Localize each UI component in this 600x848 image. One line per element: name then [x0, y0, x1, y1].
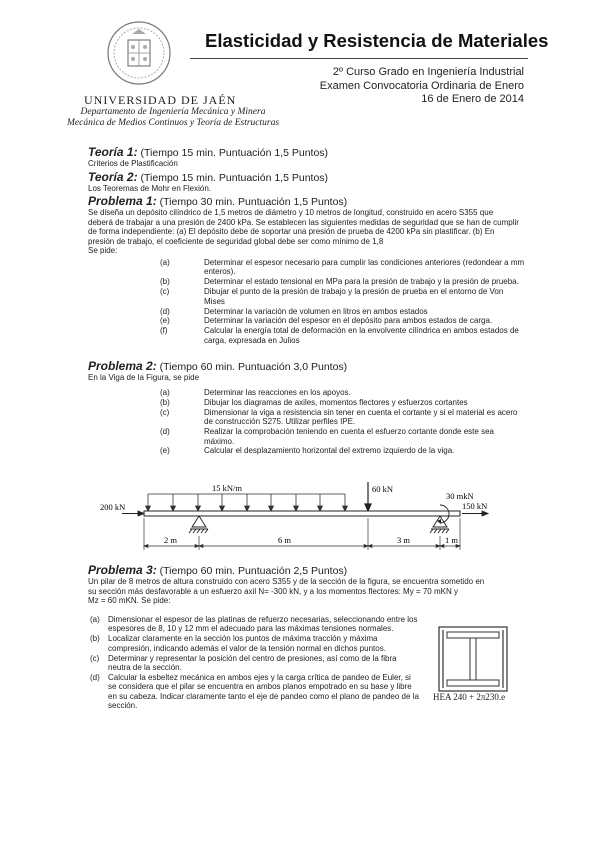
department	[58, 107, 288, 129]
dimension-label: 1 m	[445, 535, 458, 545]
section-title: Teoría 2:	[88, 170, 138, 184]
axial-right-label: 150 kN	[462, 501, 488, 511]
dimension-label: 2 m	[164, 535, 177, 545]
problem-statement: Se diseña un depósito cilíndrico de 1,5 metros de diámetro y 10 metros de longitud, construido en acero S355 que deberá de trabajar a una presión de 2400 kPa. Se establecen las siguientes medidas de seguridad que se han de cumplir de forma independiente: (a) El depósito debe de soportar una presión de prueba de 4200 kPa sin plastificar. (b) En presión de trabajo, el coeficiente de seguridad global debe ser como mínimo de 1,8	[88, 208, 519, 246]
page-title: Elasticidad y Resistencia de Materiales	[205, 30, 549, 51]
dimension-lines	[144, 518, 460, 550]
section-outline	[439, 627, 507, 691]
beam	[144, 511, 460, 516]
dimension-label: 6 m	[278, 535, 291, 545]
list-item: (f) Calcular la energía total de deformación en la envolvente cilíndrica en ambos estados de carga, expresada en Julios	[160, 326, 519, 345]
list-item: (c) Dimensionar la viga a resistencia sin tener en cuenta el cortante y si el material es acero de construcción S275. Utilizar perfiles IPE.	[160, 407, 518, 427]
list-item: (a) Dimensionar el espesor de las platinas de refuerzo necesarias, seleccionando entre los espesores de 8, 10 y 12 mm el adecuado para las máximas tensiones normales.	[90, 615, 418, 634]
list-item: (d) Realizar la comprobación teniendo en cuenta el esfuerzo cortante donde este sea máximo.	[160, 427, 494, 446]
course-info	[320, 66, 524, 107]
list-item: (b) Dibujar los diagramas de axiles, momentos flectores y esfuerzos cortantes	[160, 397, 468, 407]
section-problema1	[88, 195, 520, 256]
distributed-load-icon	[146, 494, 348, 511]
section-text: Criterios de Plastificación	[88, 159, 178, 168]
axial-left-label: 200 kN	[100, 502, 126, 512]
list-item: (a) Determinar el espesor necesario para cumplir las condiciones anteriores (redondear a mm enteros).	[160, 258, 525, 277]
course-line: 2º Curso Grado en Ingeniería Industrial	[332, 66, 524, 78]
section-caption: HEA 240 + 2π230.e	[433, 692, 506, 702]
problem-ask: Se pide:	[88, 246, 118, 256]
list-item: (e) Calcular el desplazamiento horizontal del extremo izquierdo de la viga.	[160, 446, 455, 456]
section-meta: (Tiempo 30 min. Puntuación 1,5 Puntos)	[159, 196, 348, 208]
course-line: 16 de Enero de 2014	[421, 93, 524, 105]
section-title: Problema 3:	[88, 563, 157, 577]
section-text: Los Teoremas de Mohr en Flexión.	[88, 184, 212, 193]
list-item: (c) Dibujar el punto de la presión de trabajo y la presión de prueba en el entorno de Von Mises	[160, 287, 504, 306]
list-item: (d) Determinar la variación de volumen en litros en ambos estados	[160, 306, 428, 316]
section-teoria1	[88, 146, 520, 169]
university-name: UNIVERSIDAD DE JAÉN	[84, 93, 237, 107]
load-dist-label: 15 kN/m	[212, 483, 242, 493]
pin-support-left-icon	[189, 516, 208, 533]
moment-label: 30 mkN	[446, 491, 474, 501]
department-line: Mecánica de Medios Continuos y Teoría de Estructuras	[66, 118, 280, 128]
section-meta: (Tiempo 15 min. Puntuación 1,5 Puntos)	[140, 172, 329, 184]
dimension-label: 3 m	[397, 535, 410, 545]
problem-statement: En la Viga de la Figura, se pide	[88, 373, 200, 382]
list-item: (b) Determinar el estado tensional en MPa para la presión de trabajo y la presión de prueba.	[160, 277, 519, 287]
section-problema3	[88, 564, 528, 606]
section-title: Problema 2:	[88, 359, 157, 373]
hea-section-figure	[438, 626, 508, 692]
problema3-items	[90, 615, 420, 711]
beam-figure	[100, 478, 500, 560]
list-item: (e) Determinar la variación del espesor en el depósito para ambos estados de carga.	[160, 316, 493, 326]
list-item: (a) Determinar las reacciones en los apoyos.	[160, 388, 351, 397]
pin-support-right-icon	[430, 516, 449, 533]
axial-left-arrow-icon	[122, 511, 144, 516]
point-load-icon	[365, 482, 371, 511]
section-meta: (Tiempo 15 min. Puntuación 1,5 Puntos)	[140, 147, 329, 159]
problema2-items	[160, 388, 525, 456]
problem-statement-line: su sección más desfavorable a un esfuerzo axil N= -300 kN, y a los momentos flectores: My = 70 mKN y	[88, 586, 458, 596]
university-seal-icon	[106, 20, 172, 86]
problema1-items	[160, 258, 525, 346]
problem-statement-line: Un pilar de 8 metros de altura construido con acero S355 y de la sección de la figura, se encuentra sometido en	[88, 577, 485, 586]
point-load-label: 60 kN	[372, 484, 394, 494]
section-meta: (Tiempo 60 min. Puntuación 2,5 Puntos)	[159, 565, 348, 577]
problem-statement-line: Mz = 60 mKN. Se pide:	[88, 596, 171, 606]
department-line: Departamento de Ingeniería Mecánica y Minera	[80, 107, 266, 117]
list-item: (d) Calcular la esbeltez mecánica en ambos ejes y la carga crítica de pandeo de Euler, si se considera que el pilar se encuentra en ambos planos empotrado en su base y libre en su cabeza. Indicar claramente tanto el eje de pandeo como el plano de pandeo de la sección.	[90, 672, 419, 711]
section-title: Teoría 1:	[88, 145, 138, 159]
axial-right-arrow-icon	[462, 511, 488, 516]
section-meta: (Tiempo 60 min. Puntuación 3,0 Puntos)	[159, 361, 348, 373]
section-teoria2	[88, 171, 520, 194]
section-title: Problema 1:	[88, 194, 157, 208]
header-divider	[190, 58, 528, 59]
section-problema2	[88, 360, 520, 383]
list-item: (c) Determinar y representar la posición del centro de presiones, así como de la fibra neutra de la sección.	[90, 653, 397, 673]
course-line: Examen Convocatoria Ordinaria de Enero	[319, 79, 524, 92]
list-item: (b) Localizar claramente en la sección los puntos de máxima tracción y máxima compresión, indicando además el valor de la tensión normal en dichos puntos.	[90, 634, 386, 653]
